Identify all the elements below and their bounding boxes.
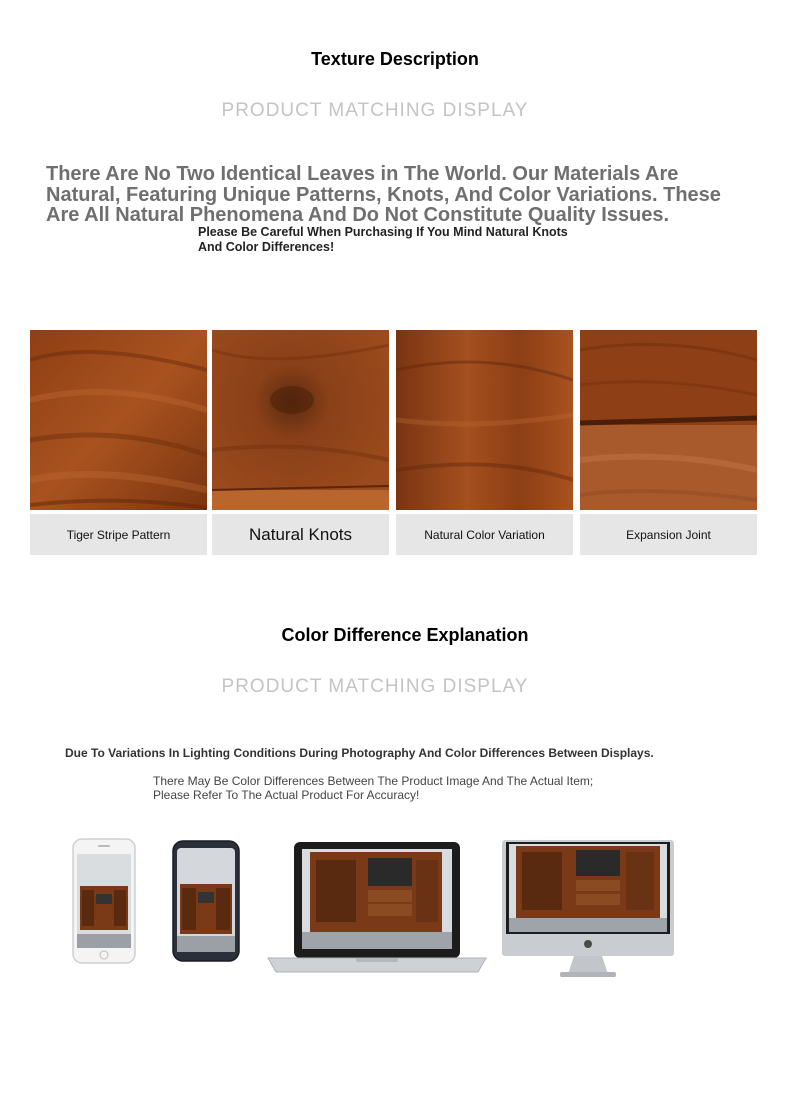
color-note-line1: There May Be Color Differences Between The Product Image And The Actual Item; xyxy=(153,774,594,788)
expansion-joint-image xyxy=(580,330,757,510)
color-section-subtitle: PRODUCT MATCHING DISPLAY xyxy=(221,676,529,697)
texture-note-line2: And Color Differences! xyxy=(198,240,335,254)
color-note-line2: Please Refer To The Actual Product For Accuracy! xyxy=(153,788,420,802)
natural-color-variation-image xyxy=(396,330,573,510)
texture-section-title: Texture Description xyxy=(311,49,479,69)
tiger-stripe-label: Tiger Stripe Pattern xyxy=(30,514,207,555)
texture-note-line1: Please Be Careful When Purchasing If You Mind Natural Knots xyxy=(198,225,568,239)
expansion-joint-label: Expansion Joint xyxy=(580,514,757,555)
natural-knots-label: Natural Knots xyxy=(212,514,389,555)
white-phone-image xyxy=(72,838,136,966)
natural-color-variation-label: Natural Color Variation xyxy=(396,514,573,555)
color-section-title: Color Difference Explanation xyxy=(281,625,529,645)
desktop-monitor-image xyxy=(500,838,676,980)
color-note-main: Due To Variations In Lighting Conditions During Photography And Color Differences Between Displays. xyxy=(65,746,654,760)
texture-section-subtitle: PRODUCT MATCHING DISPLAY xyxy=(221,100,529,121)
texture-lead-text: There Are No Two Identical Leaves in The World. Our Materials Are Natural, Featuring Unique Patterns, Knots, And Color Variations. These Are All Natural Phenomena And Do Not Constitute Quality Issues. xyxy=(46,163,721,226)
natural-knots-image xyxy=(212,330,389,510)
dark-phone-image xyxy=(172,840,240,962)
laptop-image xyxy=(266,840,488,980)
tiger-stripe-image xyxy=(30,330,207,510)
